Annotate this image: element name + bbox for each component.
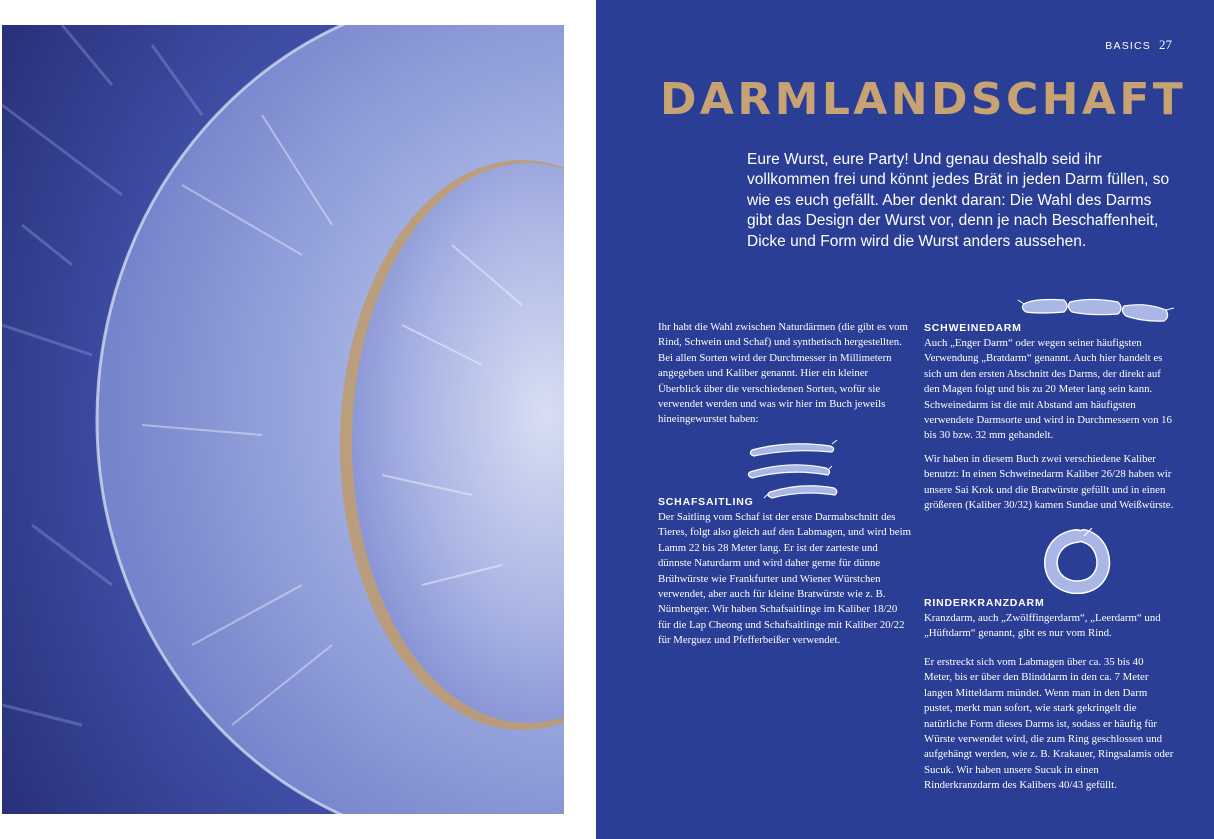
rinderkranzdarm-heading: RINDERKRANZDARM <box>924 597 1045 609</box>
bowl-photo <box>2 25 564 814</box>
running-header <box>1105 37 1172 53</box>
schweinedarm-text-1: Auch „Enger Darm“ oder wegen seiner häufigsten Verwendung „Bratdarm“ genannt. Auch hier handelt es sich um den ersten Abschnitt des Darms, der direkt auf den Magen folgt und bis zu 20 Meter lang sein kann. Schweinedarm ist die mit Abstand am häufigsten verwendete Darmsorte und wird in Durchmessern von 16 bis 30 bzw. 32 mm gehandelt. <box>924 337 1172 442</box>
schweinedarm-heading: SCHWEINEDARM <box>924 322 1022 334</box>
rinderkranzdarm-text-2: Er erstreckt sich vom Labmagen über ca. 35 bis 40 Meter, bis er über den Blinddarm in den ca. 7 Meter langen Mitteldarm mündet. Wenn man in den Darm pustet, merkt man sofort, wie stark gekringelt die natürliche Form dieses Darms ist, sodass er häufig für Würste verwendet wird, die zum Ring geschlossen und aufgehängt werden, wie z. B. Krakauer, Ringsalamis oder Sucuk. Wir haben unsere Sucuk in einen Rinderkranzdarm des Kalibers 40/43 gefüllt. <box>924 656 1174 792</box>
schafsaitling-sausage-illustration <box>744 438 844 504</box>
schweinedarm-text-2: Wir haben in diesem Buch zwei verschiedene Kaliber benutzt: In einen Schweinedarm Kaliber 26/28 haben wir unsere Sai Krok und die Bratwürste gefüllt und in einen größeren (Kaliber 30/32) kamen Sundae und Weißwürste. <box>924 453 1174 512</box>
schafsaitling-heading: SCHAFSAITLING <box>658 496 754 508</box>
rinderkranzdarm-ring-illustration <box>1042 524 1112 594</box>
schafsaitling-text: Der Saitling vom Schaf ist der erste Darmabschnitt des Tieres, folgt also gleich auf den Labmagen, und wird beim Lamm 22 bis 28 Meter lang. Er ist der zarteste und dünnste Naturdarm und wird daher gerne für dünne Brühwürste wie Frankfurter und Wiener Würstchen verwendet, aber auch für kleine Bratwürste wie z. B. Nürnberger. Wir haben Schafsaitlinge im Kaliber 18/20 für die Lap Cheong und Schafsaitlinge mit Kaliber 20/22 für Merguez und Pfefferbeißer verwendet. <box>658 511 911 647</box>
page-number: 27 <box>1159 37 1172 52</box>
rinderkranzdarm-text-1: Kranzdarm, auch „Zwölffingerdarm“, „Leerdarm“ und „Hüftdarm“ genannt, gibt es nur vom Rind. <box>924 612 1161 640</box>
page-title: DARMLANDSCHAFT <box>660 74 1187 125</box>
intro-paragraph: Ihr habt die Wahl zwischen Naturdärmen (die gibt es vom Rind, Schwein und Schaf) und synthetisch hergestellten. Bei allen Sorten wird der Durchmesser in Millimetern angegeben und Kaliber genannt. Hier ein kleiner Überblick über die verschiedenen Sorten, wofür sie verwendet werden und was wir hier im Buch jeweils hineingewurstet haben: <box>658 321 908 426</box>
section-label: BASICS <box>1105 40 1151 52</box>
right-page <box>596 0 1214 839</box>
lead-paragraph: Eure Wurst, eure Party! Und genau deshalb seid ihr vollkommen frei und könnt jedes Brät in jeden Darm füllen, so wie es euch gefällt. Aber denkt daran: Die Wahl des Darms gibt das Design der Wurst vor, denn je nach Beschaffenheit, Dicke und Form wird die Wurst anders aussehen. <box>747 151 1170 250</box>
